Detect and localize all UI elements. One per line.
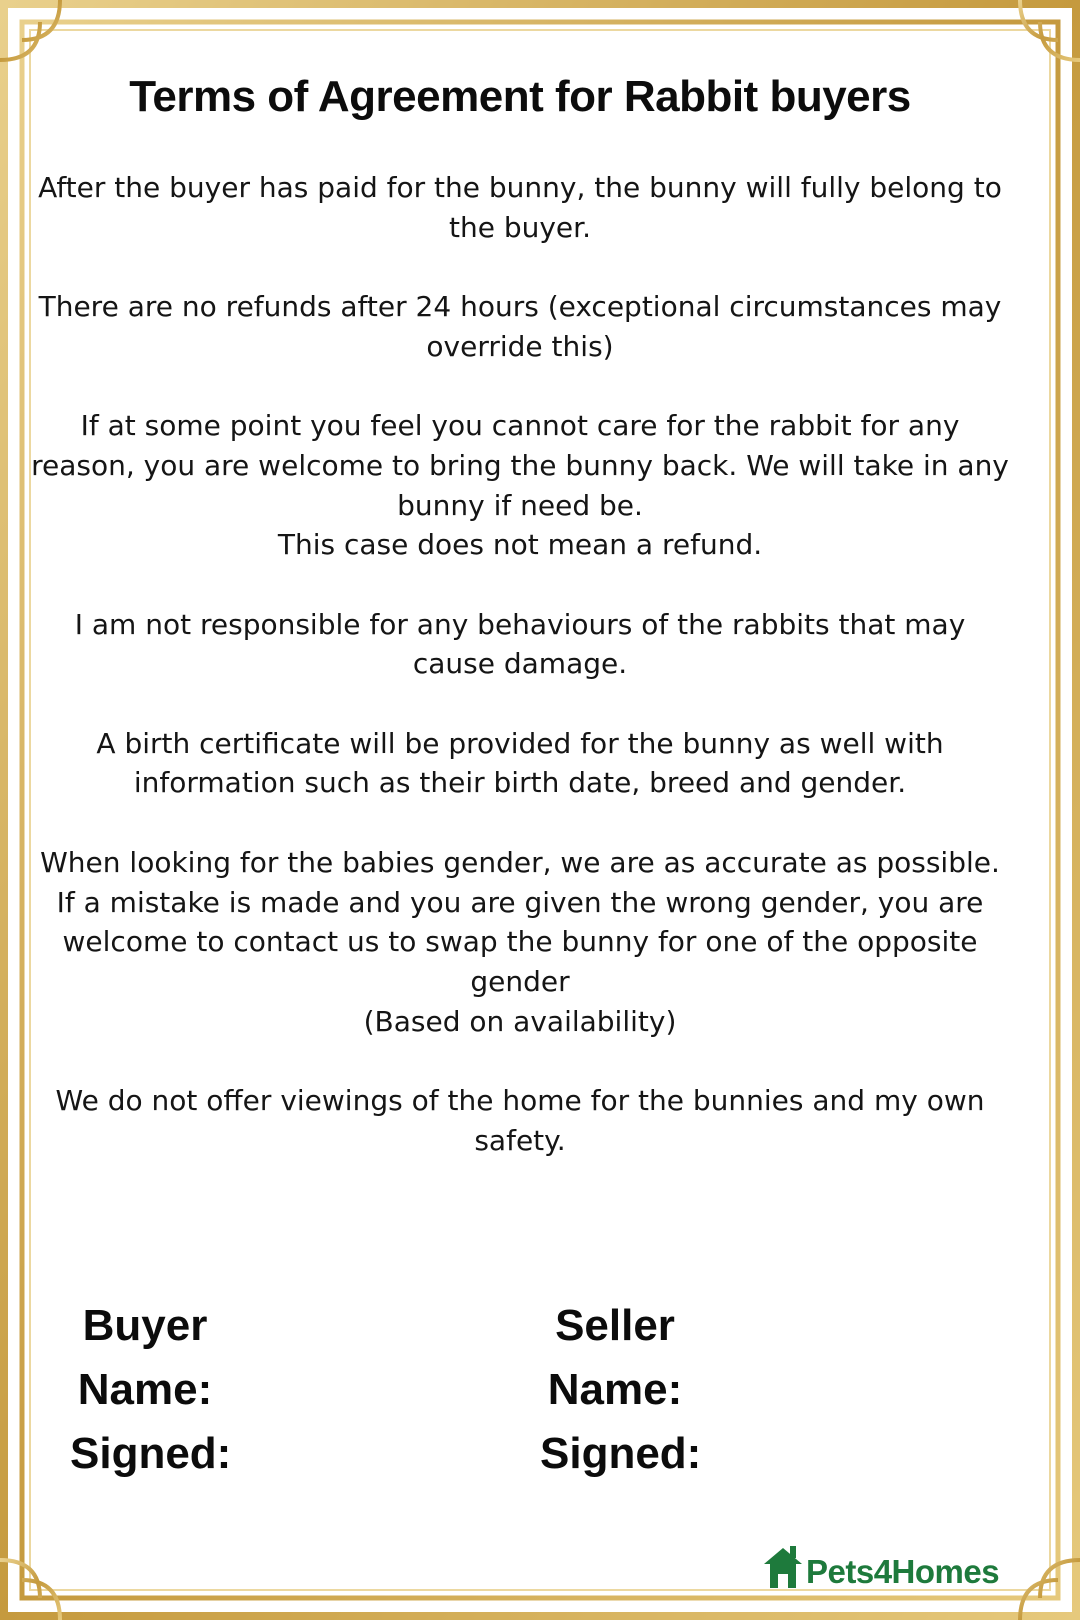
clause-liability [30,605,1010,684]
clause-text: If a mistake is made and you are given the wrong gender, you are welcome to contact us to swap the bunny for one of the opposite gender [56,885,984,998]
house-icon [762,1544,804,1590]
logo-text: Pets4Homes [806,1553,1000,1590]
clause-text: I am not responsible for any behaviours of the rabbits that may cause damage. [74,607,966,681]
clause-text: (Based on availability) [363,1004,677,1038]
clause-ownership [30,168,1010,247]
clause-text: This case does not mean a refund. [277,528,763,562]
clause-viewings [30,1081,1010,1160]
clause-refunds [30,287,1010,366]
pets4homes-logo [762,1544,999,1590]
seller-heading: Seller [555,1301,675,1350]
clause-return-policy [30,406,1010,565]
seller-name-label: Name: [547,1365,683,1414]
seller-signature-block [540,1294,702,1486]
terms-body [30,168,1010,1200]
clause-text: After the buyer has paid for the bunny, the bunny will fully belong to the buyer. [38,171,1002,244]
clause-text: If at some point you feel you cannot care for the rabbit for any reason, you are welcome to bring the bunny back. We will take in any bunny if need be. [31,409,1009,522]
seller-signed-label: Signed: [540,1429,702,1478]
buyer-signature-block [70,1294,232,1486]
clause-text: When looking for the babies gender, we are as accurate as possible. [40,845,1000,879]
document-title: Terms of Agreement for Rabbit buyers [129,72,911,121]
clause-text: A birth certificate will be provided for the bunny as well with information such as their birth date, breed and gender. [96,726,944,800]
buyer-signed-label: Signed: [70,1429,232,1478]
clause-birth-certificate [30,724,1010,803]
buyer-name-label: Name: [77,1365,213,1414]
clause-gender [30,843,1010,1042]
buyer-heading: Buyer [82,1301,208,1350]
clause-text: We do not offer viewings of the home for the bunnies and my own safety. [55,1084,985,1157]
clause-text: There are no refunds after 24 hours (exceptional circumstances may override this) [38,290,1002,363]
